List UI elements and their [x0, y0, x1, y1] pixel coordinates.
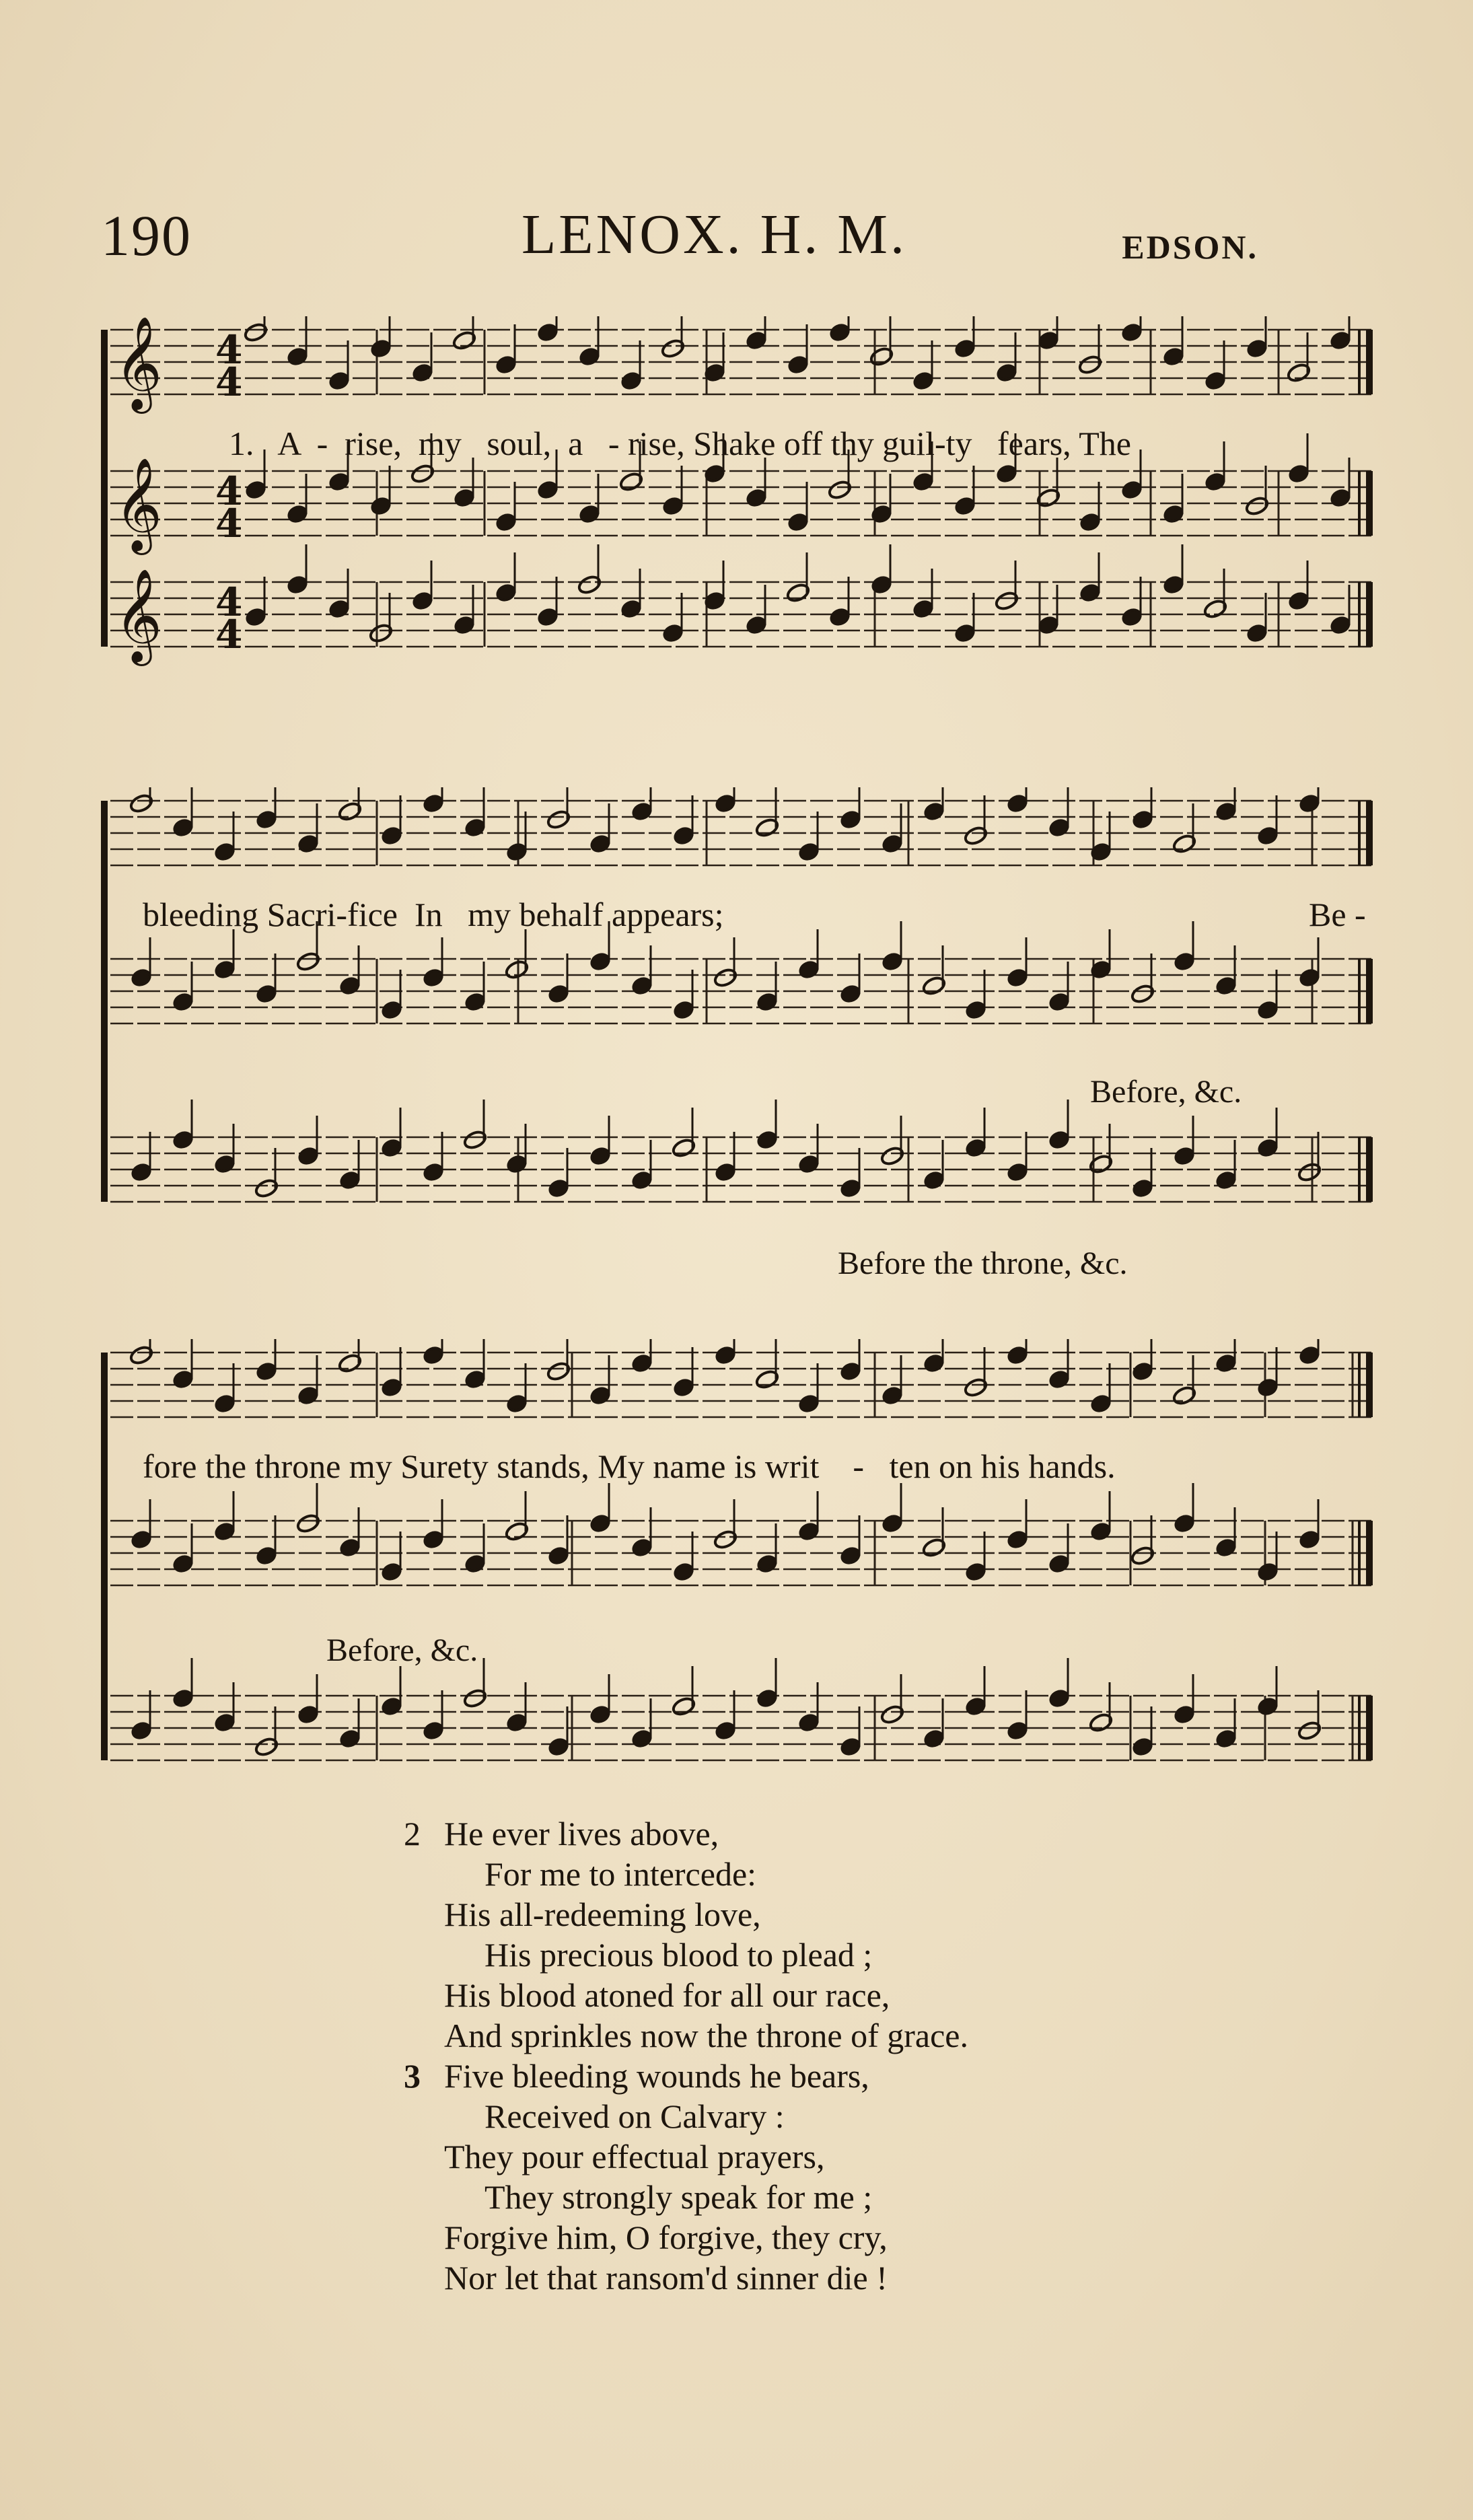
note-head	[214, 1154, 236, 1174]
note-head	[1257, 826, 1279, 845]
verse-number: 3	[404, 2057, 421, 2095]
note-head	[495, 583, 517, 602]
note-head	[1163, 504, 1184, 524]
note-head	[1163, 575, 1184, 594]
time-signature: 4	[215, 579, 243, 625]
music-staves-3	[101, 1339, 1386, 1797]
note-head	[715, 1721, 736, 1740]
note-head	[589, 834, 611, 853]
lyric-line-1: 1. A - rise, my soul, a - rise, Shake off thy guil-ty fears, The	[229, 425, 1131, 462]
note-head	[328, 472, 350, 491]
note-head	[965, 1138, 986, 1157]
note-head	[631, 1729, 653, 1748]
note-head	[339, 1170, 361, 1190]
note-head	[579, 347, 600, 366]
time-signature: 4	[215, 612, 243, 657]
note-head	[912, 371, 934, 390]
note-head	[381, 826, 402, 845]
treble-clef-icon: 𝄞	[114, 316, 162, 410]
note-head	[756, 1554, 778, 1573]
cue-before-1: Before, &c.	[1090, 1074, 1242, 1110]
note-head	[1007, 1162, 1028, 1182]
note-head	[798, 1713, 820, 1732]
note-head	[673, 1562, 694, 1581]
verse-line: They strongly speak for me ;	[484, 2178, 873, 2216]
note-head	[548, 1546, 569, 1565]
note-head	[1132, 809, 1153, 829]
verse-2	[404, 1813, 1211, 2056]
note-head	[1007, 968, 1028, 987]
note-head	[506, 1713, 528, 1732]
verse-line: His all-redeeming love,	[444, 1896, 761, 1933]
verse-line: 3 Five bleeding wounds he bears,	[404, 2057, 869, 2095]
note-head	[423, 1162, 444, 1182]
cue-before-2: Before, &c.	[326, 1632, 478, 1668]
final-bar	[1366, 582, 1373, 647]
note-head	[1007, 1529, 1028, 1549]
note-head	[297, 1704, 319, 1724]
note-head	[172, 1130, 194, 1149]
note-head	[746, 330, 767, 350]
note-head	[631, 1538, 653, 1557]
note-head	[798, 842, 820, 861]
note-head	[423, 1721, 444, 1740]
note-head	[1163, 347, 1184, 366]
note-head	[1299, 793, 1320, 813]
note-head	[589, 1146, 611, 1165]
note-head	[1121, 607, 1143, 626]
note-head	[631, 1170, 653, 1190]
final-bar	[1366, 1521, 1373, 1585]
lyric-line-2-end: Be -	[1309, 896, 1366, 933]
note-head	[589, 1513, 611, 1533]
final-bar	[1366, 959, 1373, 1023]
note-head	[840, 1178, 861, 1198]
note-head	[1048, 1688, 1070, 1708]
note-head	[631, 976, 653, 995]
note-head	[464, 992, 486, 1011]
time-signature: 4	[215, 327, 243, 373]
note-head	[996, 363, 1017, 382]
note-head	[662, 623, 684, 643]
note-head	[423, 793, 444, 813]
music-system-3	[101, 1339, 1386, 1797]
note-head	[1048, 818, 1070, 837]
note-head	[370, 338, 392, 358]
note-head	[287, 575, 308, 594]
note-head	[131, 1721, 152, 1740]
note-head	[662, 496, 684, 515]
final-bar	[1366, 330, 1373, 394]
note-head	[965, 1562, 986, 1581]
note-head	[746, 615, 767, 635]
verse-line: And sprinkles now the throne of grace.	[444, 2017, 968, 2054]
note-head	[1299, 1345, 1320, 1365]
note-head	[589, 951, 611, 971]
note-head	[1132, 1737, 1153, 1756]
note-head	[454, 488, 475, 507]
note-head	[829, 607, 851, 626]
treble-clef-icon: 𝄞	[114, 569, 162, 662]
note-head	[339, 1538, 361, 1557]
note-head	[423, 1529, 444, 1549]
note-head	[1121, 322, 1143, 342]
note-head	[287, 347, 308, 366]
note-head	[1007, 1721, 1028, 1740]
note-head	[882, 1385, 903, 1405]
note-head	[548, 1178, 569, 1198]
verse-number: 2	[404, 1815, 421, 1852]
note-head	[954, 338, 976, 358]
note-head	[1299, 968, 1320, 987]
note-head	[829, 322, 851, 342]
note-head	[1174, 1513, 1195, 1533]
note-head	[172, 1369, 194, 1389]
note-head	[1090, 1394, 1112, 1413]
note-head	[1038, 615, 1059, 635]
note-head	[297, 1385, 319, 1405]
note-head	[840, 1361, 861, 1381]
final-bar	[1366, 471, 1373, 536]
note-head	[787, 355, 809, 374]
note-head	[381, 1696, 402, 1716]
system-brace	[101, 801, 108, 1202]
note-head	[506, 1394, 528, 1413]
final-bar	[1366, 1353, 1373, 1417]
note-head	[297, 834, 319, 853]
note-head	[245, 607, 266, 626]
note-head	[1007, 1345, 1028, 1365]
note-head	[798, 1394, 820, 1413]
note-head	[214, 960, 236, 979]
note-head	[214, 842, 236, 861]
lyric-line-3: fore the throne my Surety stands, My name is writ - ten on his hands.	[143, 1447, 1116, 1485]
note-head	[965, 1000, 986, 1019]
note-head	[589, 1385, 611, 1405]
verse-line: His blood atoned for all our race,	[444, 1976, 890, 2014]
note-head	[412, 363, 433, 382]
lyric-line-2: bleeding Sacri-fice In my behalf appears;	[143, 896, 724, 933]
note-head	[256, 1546, 277, 1565]
note-head	[1205, 472, 1226, 491]
treble-clef-icon: 𝄞	[114, 458, 162, 551]
note-head	[548, 984, 569, 1003]
note-head	[882, 951, 903, 971]
note-head	[787, 512, 809, 532]
note-head	[1048, 1130, 1070, 1149]
note-head	[1079, 512, 1101, 532]
note-head	[1215, 801, 1237, 821]
note-head	[214, 1521, 236, 1541]
final-bar	[1366, 1696, 1373, 1760]
note-head	[256, 809, 277, 829]
cue-before-throne: Before the throne, &c.	[838, 1246, 1128, 1281]
note-head	[172, 818, 194, 837]
note-head	[923, 1170, 945, 1190]
verse-line: 2 He ever lives above,	[404, 1815, 719, 1852]
note-head	[798, 1521, 820, 1541]
note-head	[1174, 951, 1195, 971]
note-head	[256, 1361, 277, 1381]
note-head	[245, 480, 266, 499]
note-head	[1330, 330, 1351, 350]
note-head	[1246, 623, 1268, 643]
verse-line: His precious blood to plead ;	[484, 1936, 873, 1974]
note-head	[537, 607, 559, 626]
note-head	[1079, 583, 1101, 602]
note-head	[746, 488, 767, 507]
verse-line: They pour effectual prayers,	[444, 2138, 825, 2175]
music-system-1	[101, 316, 1386, 720]
note-head	[756, 992, 778, 1011]
note-head	[1090, 1521, 1112, 1541]
note-head	[715, 1345, 736, 1365]
note-head	[1132, 1361, 1153, 1381]
note-head	[631, 801, 653, 821]
music-staves-2	[101, 787, 1386, 1299]
note-head	[1215, 1729, 1237, 1748]
verse-line: Received on Calvary :	[484, 2097, 785, 2135]
note-head	[715, 1162, 736, 1182]
page-header	[101, 202, 1258, 276]
note-head	[1257, 1377, 1279, 1397]
note-head	[1257, 1696, 1279, 1716]
note-head	[673, 826, 694, 845]
note-head	[1048, 1554, 1070, 1573]
note-head	[423, 1345, 444, 1365]
note-head	[548, 1737, 569, 1756]
note-head	[1330, 488, 1351, 507]
note-head	[631, 1353, 653, 1373]
note-head	[339, 1729, 361, 1748]
note-head	[1330, 615, 1351, 635]
note-head	[1038, 330, 1059, 350]
note-head	[1132, 1178, 1153, 1198]
note-head	[923, 1353, 945, 1373]
note-head	[840, 809, 861, 829]
note-head	[297, 1146, 319, 1165]
note-head	[840, 1546, 861, 1565]
note-head	[1257, 1562, 1279, 1581]
note-head	[464, 1554, 486, 1573]
note-head	[1121, 480, 1143, 499]
final-bar	[1366, 1137, 1373, 1202]
hymn-title: LENOX. H. M.	[522, 203, 907, 266]
note-head	[912, 472, 934, 491]
note-head	[996, 464, 1017, 483]
note-head	[1007, 793, 1028, 813]
note-head	[1174, 1704, 1195, 1724]
page-number: 190	[101, 203, 192, 268]
system-brace	[101, 330, 108, 647]
time-signature: 4	[215, 468, 243, 514]
note-head	[673, 1377, 694, 1397]
time-signature: 4	[215, 359, 243, 405]
music-staves-1	[101, 316, 1386, 720]
note-head	[673, 1000, 694, 1019]
note-head	[1215, 1538, 1237, 1557]
note-head	[381, 1377, 402, 1397]
verse-line: Forgive him, O forgive, they cry,	[444, 2219, 888, 2256]
note-head	[1246, 338, 1268, 358]
note-head	[882, 1513, 903, 1533]
note-head	[579, 504, 600, 524]
note-head	[172, 1554, 194, 1573]
note-head	[840, 984, 861, 1003]
note-head	[798, 960, 820, 979]
note-head	[954, 496, 976, 515]
note-head	[381, 1000, 402, 1019]
note-head	[840, 1737, 861, 1756]
note-head	[1215, 976, 1237, 995]
note-head	[506, 1154, 528, 1174]
note-head	[495, 355, 517, 374]
note-head	[423, 968, 444, 987]
note-head	[882, 834, 903, 853]
note-head	[214, 1394, 236, 1413]
note-head	[1048, 1369, 1070, 1389]
note-head	[1215, 1353, 1237, 1373]
note-head	[495, 512, 517, 532]
note-head	[756, 1688, 778, 1708]
note-head	[1288, 464, 1309, 483]
note-head	[1257, 1138, 1279, 1157]
note-head	[912, 599, 934, 618]
note-head	[328, 599, 350, 618]
note-head	[1205, 371, 1226, 390]
verse-line: Nor let that ransom'd sinner die !	[444, 2259, 888, 2297]
note-head	[339, 976, 361, 995]
note-head	[214, 1713, 236, 1732]
note-head	[1215, 1170, 1237, 1190]
note-head	[172, 992, 194, 1011]
final-bar	[1366, 801, 1373, 865]
note-head	[715, 793, 736, 813]
system-brace	[101, 1353, 108, 1760]
note-head	[328, 371, 350, 390]
note-head	[464, 1369, 486, 1389]
note-head	[131, 1529, 152, 1549]
note-head	[1174, 1146, 1195, 1165]
note-head	[1299, 1529, 1320, 1549]
note-head	[256, 984, 277, 1003]
note-head	[1048, 992, 1070, 1011]
note-head	[537, 480, 559, 499]
note-head	[172, 1688, 194, 1708]
note-head	[923, 1729, 945, 1748]
time-signature: 4	[215, 501, 243, 546]
verse-line: For me to intercede:	[484, 1855, 757, 1893]
note-head	[1257, 1000, 1279, 1019]
composer-name: EDSON.	[1122, 228, 1258, 266]
note-head	[506, 842, 528, 861]
note-head	[131, 968, 152, 987]
note-head	[1288, 591, 1309, 610]
note-head	[381, 1138, 402, 1157]
note-head	[131, 1162, 152, 1182]
note-head	[464, 818, 486, 837]
music-system-2	[101, 787, 1386, 1299]
verses-block	[404, 1813, 1211, 2298]
note-head	[923, 801, 945, 821]
note-head	[537, 322, 559, 342]
note-head	[620, 371, 642, 390]
note-head	[756, 1130, 778, 1149]
verse-3	[404, 2056, 1211, 2298]
note-head	[589, 1704, 611, 1724]
note-head	[454, 615, 475, 635]
note-head	[370, 496, 392, 515]
note-head	[287, 504, 308, 524]
note-head	[965, 1696, 986, 1716]
note-head	[412, 591, 433, 610]
note-head	[954, 623, 976, 643]
note-head	[381, 1562, 402, 1581]
note-head	[798, 1154, 820, 1174]
note-head	[620, 599, 642, 618]
